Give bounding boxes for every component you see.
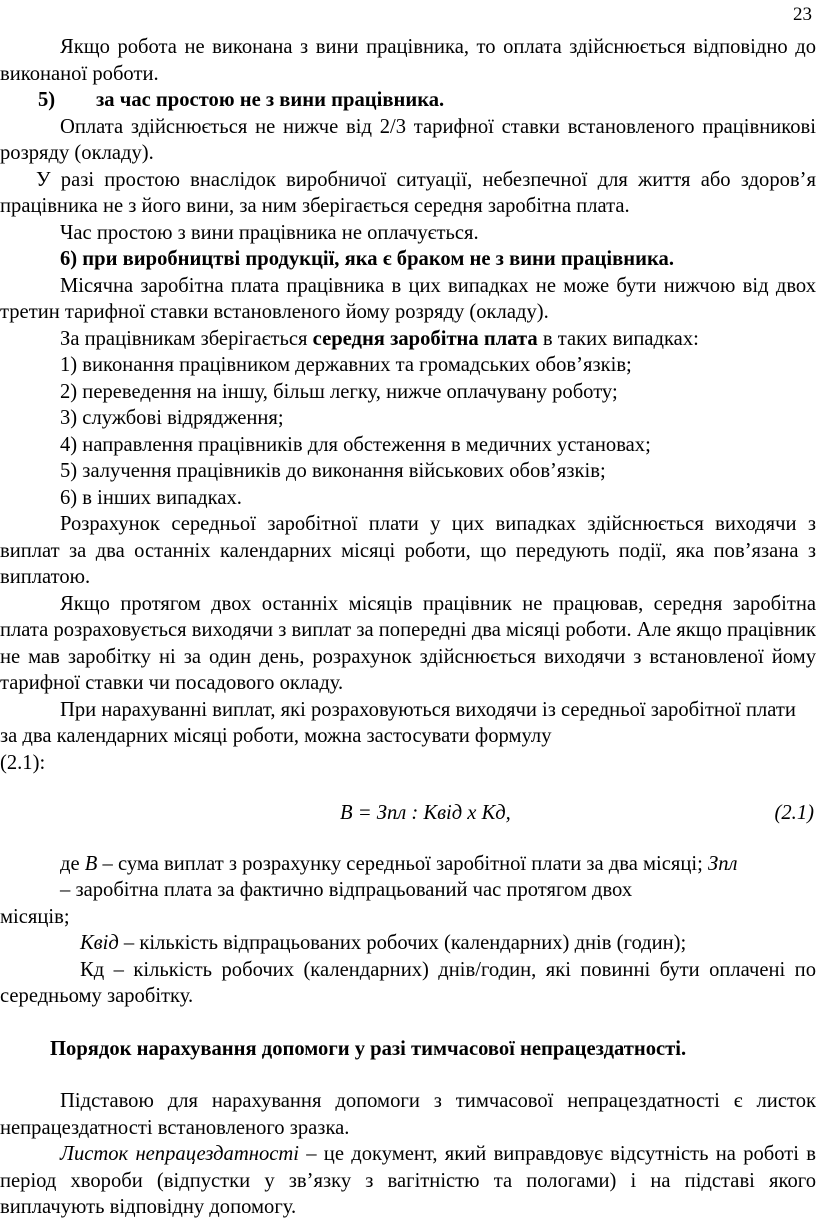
variable: Зпл xyxy=(708,852,738,875)
paragraph: Місячна заробітна плата працівника в цих випадках не може бути нижчою від двох третин тарифної ставки встановленого йому розряду (окладу). xyxy=(0,274,816,323)
formula-expression: В = Зпл : Квід х Кд, xyxy=(340,802,511,824)
section-heading: Порядок нарахування допомоги у разі тимчасової непрацездатності. xyxy=(50,1037,687,1060)
paragraph xyxy=(0,1141,816,1221)
list-item: 2) переведення на іншу, більш легку, нижче оплачувану роботу; xyxy=(60,380,618,403)
list-item: 6) в інших випадках. xyxy=(60,486,242,509)
definition-zpl: – заробітна плата за фактично відпрацьований час протягом двох xyxy=(60,879,633,901)
list-item: 5) залучення працівників до виконання військових обов’язків; xyxy=(60,460,606,482)
variable: Квід xyxy=(80,932,119,954)
text-run: – це документ, який виправдовує відсутність на роботі в період хвороби (відпустки у зв’язку з вагітністю та пологами) і на підставі якого виплачують відповідну допомогу. xyxy=(0,1143,816,1218)
text-run: – кількість відпрацьованих робочих (календарних) днів (годин); xyxy=(118,932,687,954)
text-run: За працівникам зберігається xyxy=(60,327,313,350)
text-run: де xyxy=(60,852,85,875)
paragraph: Оплата здійснюється не нижче від 2/3 тарифної ставки встановленого працівникові розряду (окладу). xyxy=(0,115,816,164)
list-item: 3) службові відрядження; xyxy=(60,407,284,429)
item-6-heading: 6) при виробництві продукції, яка є браком не з вини працівника. xyxy=(60,248,674,270)
text-run: – сума виплат з розрахунку середньої заробітної плати за два місяці; xyxy=(97,852,708,875)
item-number: 5) xyxy=(38,89,56,111)
variable: В xyxy=(84,852,98,875)
definition-b xyxy=(0,851,816,878)
formula xyxy=(0,800,816,827)
italic-term: Листок непрацездатності xyxy=(60,1143,299,1165)
paragraph: Якщо робота не виконана з вини працівника, то оплата здійснюється відповідно до виконаної роботи. xyxy=(0,36,816,85)
text-run: в таких випадках: xyxy=(537,327,699,350)
list-item: 1) виконання працівником державних та громадських обов’язків; xyxy=(60,354,632,376)
definition-kvid xyxy=(0,930,816,957)
formula-reference: (2.1): xyxy=(0,751,46,774)
paragraph: Розрахунок середньої заробітної плати у цих випадках здійснюється виходячи з виплат за два останніх календарних місяці роботи, що передують події, яка пов’язана з виплатою. xyxy=(0,513,816,588)
paragraph xyxy=(0,326,816,353)
bold-term: середня заробітна плата xyxy=(312,327,538,350)
paragraph: Якщо протягом двох останніх місяців працівник не працював, середня заробітна плата розраховується виходячи з виплат за попередні два місяці роботи. Але якщо працівник не мав заробітку ні за один день, розрахунок здійснюється виходячи з встановленої йому тарифної ставки чи посадового окладу. xyxy=(0,592,816,694)
paragraph: При нарахуванні виплат, які розраховуються виходячи із середньої заробітної плати за два календарних місяці роботи, можна застосувати формулу xyxy=(0,698,796,747)
item-5-heading xyxy=(0,87,816,114)
definition-kd: Кд – кількість робочих (календарних) днів/годин, які повинні бути оплачені по середньому заробітку. xyxy=(0,958,816,1007)
paragraph: Підставою для нарахування допомоги з тимчасової непрацездатності є листок непрацездатності встановленого зразка. xyxy=(0,1090,816,1139)
page-number: 23 xyxy=(793,4,812,25)
definition-zpl-cont: місяців; xyxy=(0,905,70,928)
paragraph: У разі простою внаслідок виробничої ситуації, небезпечної для життя або здоров’я працівника не з його вини, за ним зберігається середня заробітна плата. xyxy=(0,168,816,217)
item-title: за час простою не з вини працівника. xyxy=(96,89,445,111)
paragraph: Час простою з вини працівника не оплачується. xyxy=(60,221,479,244)
document-body xyxy=(0,34,816,1221)
list-item: 4) направлення працівників для обстеження в медичних установах; xyxy=(60,433,651,456)
formula-number: (2.1) xyxy=(774,802,814,824)
